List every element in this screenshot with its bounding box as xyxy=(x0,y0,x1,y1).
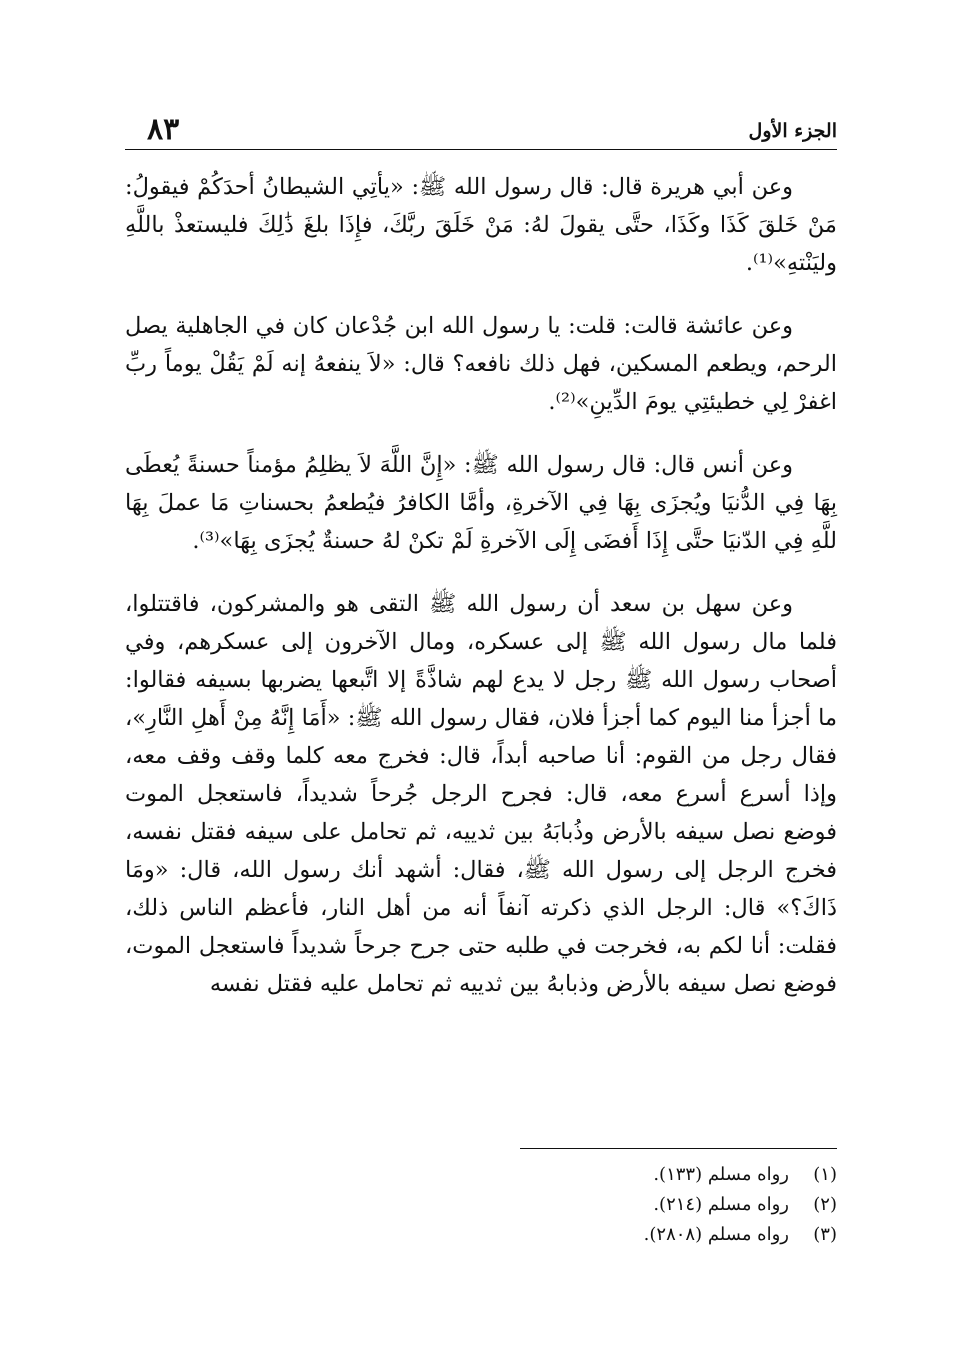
paragraph-abu-hurayra: وعن أبي هريرة قال: قال رسول الله ﷺ: «يأتِي الشيطانُ أحدَكُمْ فيقولُ: مَنْ خَلقَ كَذَا وكَذَا، حتَّى يقولَ لهُ: مَنْ خَلَقَ ربَّكَ، فإِذَا بلغَ ذَٰلِكَ فليستعذْ باللَّهِ وليَنْتهِ»⁽¹⁾. xyxy=(125,174,837,276)
main-text xyxy=(125,168,837,1003)
footnote-divider xyxy=(520,1148,837,1149)
page-number: ٨٣ xyxy=(147,112,180,147)
running-title: الجزء الأول xyxy=(748,120,837,142)
footnote-text: رواه مسلم (١٣٣). xyxy=(653,1164,789,1185)
header-divider xyxy=(125,149,837,150)
paragraph-sahl-ibn-saad: وعن سهل بن سعد أن رسول الله ﷺ التقى هو والمشركون، فاقتتلوا، فلما مال رسول الله ﷺ إلى عسكره، ومال الآخرون إلى عسكرهم، وفي أصحاب رسول الله ﷺ رجل لا يدع لهم شاذَّةً إلا اتَّبعها يضربها بسيفه فقالوا: ما أجزأ منا اليوم كما أجزأ فلان، فقال رسول الله ﷺ: «أَمَا إِنَّهُ مِنْ أَهلِ النَّارِ»، فقال رجل من القوم: أنا صاحبه أبداً، قال: فخرج معه كلما وقف وقف معه، وإذا أسرع أسرع معه، قال: فجرح الرجل جُرحاً شديداً، فاستعجل الموت فوضع نصل سيفه بالأرض وذُبابَهُ بين ثدييه، ثم تحامل على سيفه فقتل نفسه، فخرج الرجل إلى رسول الله ﷺ، فقال: أشهد أنك رسول الله، قال: «ومَا ذَاكَ؟» قال: الرجل الذي ذكرته آنفاً أنه من أهل النار، فأعظم الناس ذلك، فقلت: أنا لكم به، فخرجت في طلبه حتى جرح جرحاً شديداً فاستعجل الموت، فوضع نصل سيفه بالأرض وذبابهُ بين ثدييه ثم تحامل عليه فقتل نفسه xyxy=(125,591,837,997)
footnotes xyxy=(644,1160,837,1250)
footnote-2 xyxy=(644,1190,837,1220)
footnote-number: (٢) xyxy=(813,1194,837,1215)
paragraph-aisha: وعن عائشة قالت: قلت: يا رسول الله ابن جُدْعان كان في الجاهلية يصل الرحم، ويطعم المسكين، فهل ذلك نافعه؟ قال: «لاَ ينفعهُ إنه لَمْ يَقُلْ يوماً ربِّ اغفرْ لِي خطيئتِي يومَ الدِّينِ»⁽²⁾. xyxy=(125,313,837,415)
footnote-1 xyxy=(644,1160,837,1190)
footnote-text: رواه مسلم (٢٨٠٨). xyxy=(643,1224,789,1245)
paragraph-anas: وعن أنس قال: قال رسول الله ﷺ: «إِنَّ اللَّهَ لاَ يظلِمُ مؤمناً حسنةً يُعطَى بِهَا فِي الدُّنيَا ويُجزَى بِهَا فِي الآخرةِ، وأمَّا الكافرُ فيُطعمُ بحسناتِ مَا عملَ بِهَا للَّهِ فِي الدّنيَا حتَّى إِذَا أَفضَى إِلَى الآخرةِ لَمْ تكنْ لهُ حسنةٌ يُجزَى بِهَا»⁽³⁾. xyxy=(125,452,837,554)
page-header xyxy=(125,110,837,150)
footnote-3 xyxy=(644,1220,837,1250)
footnote-text: رواه مسلم (٢١٤). xyxy=(653,1194,789,1215)
footnote-number: (١) xyxy=(813,1164,837,1185)
footnote-number: (٣) xyxy=(813,1224,837,1245)
